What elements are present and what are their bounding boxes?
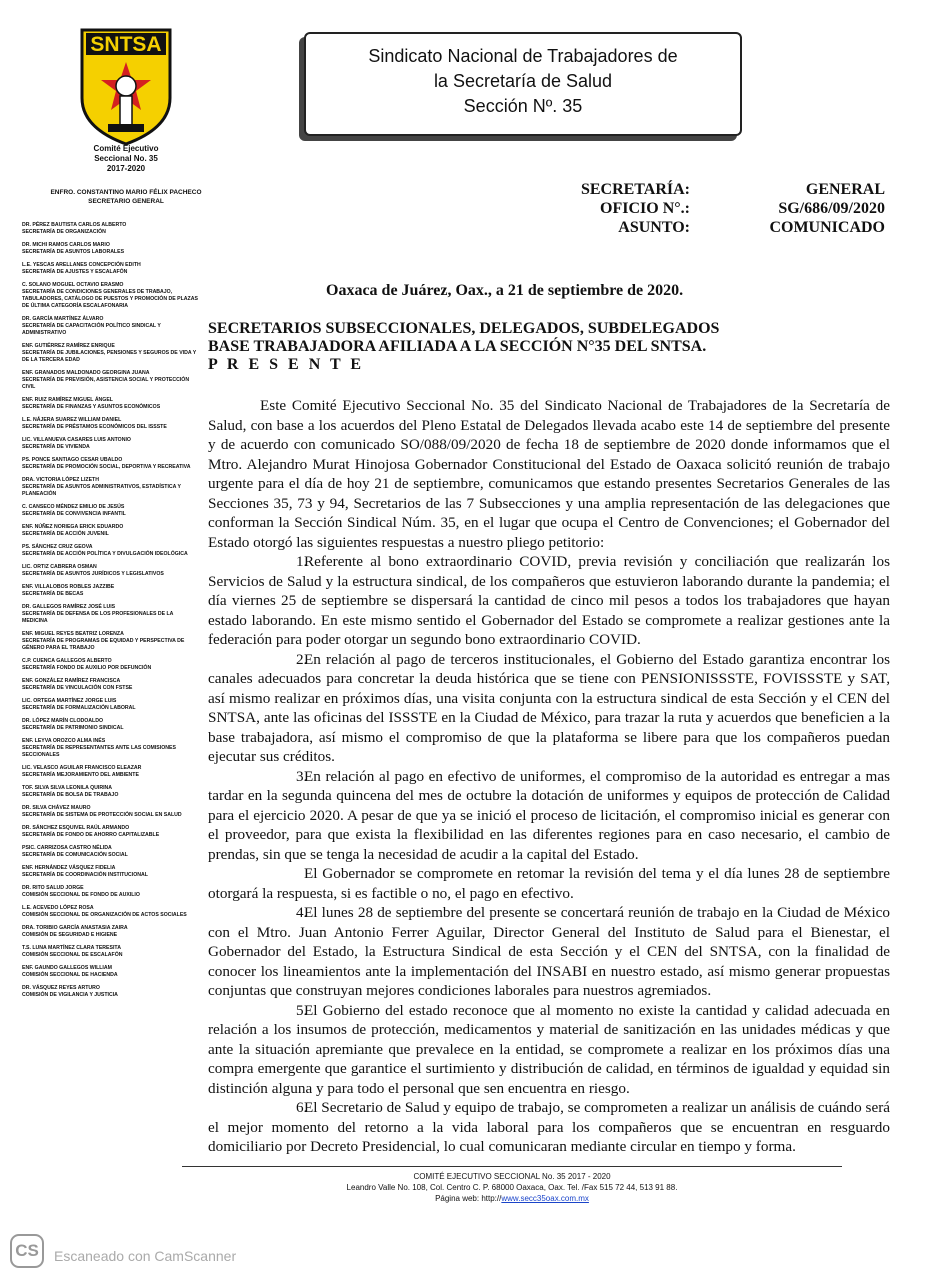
committee-member	[22, 343, 200, 364]
committee-member-role: SECRETARÍA DE REPRESENTANTES ANTE LAS COMISIONES SECCIONALES	[22, 745, 176, 758]
logo-caption-1: Comité Ejecutivo	[93, 144, 159, 153]
committee-member-role: SECRETARÍA DE ASUNTOS LABORALES	[22, 249, 125, 255]
logo-caption-3: 2017-2020	[106, 164, 146, 173]
committee-member	[22, 985, 200, 999]
committee-member-role: SECRETARÍA DE COMUNICACIÓN SOCIAL	[22, 852, 128, 858]
committee-member	[22, 242, 200, 256]
committee-member	[22, 222, 200, 236]
committee-member-role: SECRETARÍA DE JUBILACIONES, PENSIONES Y SEGUROS DE VIDA Y DE LA TERCERA EDAD	[22, 350, 197, 363]
committee-member-role: SECRETARÍA DE ACCIÓN POLÍTICA Y DIVULGACIÓN IDEOLÓGICA	[22, 551, 188, 557]
committee-member-name: TOF. SILVA SILVA LEONILA QUIRINA	[22, 785, 113, 791]
petition-item	[208, 864, 890, 903]
committee-member-name: DR. MICHI RAMOS CARLOS MARIO	[22, 242, 110, 248]
committee-member	[22, 631, 200, 652]
committee-member-name: L.E. YESCAS ARELLANES CONCEPCIÓN EDITH	[22, 262, 141, 268]
footer	[182, 1171, 842, 1204]
committee-member	[22, 865, 200, 879]
petition-item-text: El Gobernador se compromete en retomar la revisión del tema y el día lunes 28 de septiembre otorgará la respuesta, si es factible o no, el pago en efectivo.	[208, 865, 890, 902]
committee-member-name: ENF. GAUNDO GALLEGOS WILLIAM	[22, 965, 112, 971]
committee-member-role: SECRETARÍA FONDO DE AUXILIO POR DEFUNCIÓN	[22, 665, 152, 671]
committee-member-role: SECRETARÍA DE PATRIMONIO SINDICAL	[22, 725, 124, 731]
committee-member-name: PS. PONCE SANTIAGO CESAR UBALDO	[22, 457, 123, 463]
footer-web-prefix: Página web: http://	[435, 1194, 502, 1203]
committee-member-role: COMISIÓN SECCIONAL DE FONDO DE AUXILIO	[22, 892, 140, 898]
committee-member-name: C. SOLANO MOGUEL OCTAVIO ERASMO	[22, 282, 124, 288]
committee-member-role: SECRETARÍA MEJORAMIENTO DEL AMBIENTE	[22, 772, 139, 778]
committee-member-name: L.E. NÁJERA SUAREZ WILLIAM DANIEL	[22, 417, 122, 423]
document-meta	[520, 180, 885, 237]
committee-member-name: T.S. LUNA MARTÍNEZ CLARA TERESITA	[22, 945, 121, 951]
general-secretary-name: ENFRO. CONSTANTINO MARIO FÉLIX PACHECO	[50, 189, 202, 196]
camscanner-watermark-text: Escaneado con CamScanner	[54, 1248, 237, 1264]
committee-member	[22, 564, 200, 578]
committee-member-role: COMISIÓN DE VIGILANCIA Y JUSTICIA	[22, 992, 118, 998]
committee-member	[22, 504, 200, 518]
committee-member	[22, 524, 200, 538]
committee-member-role: SECRETARÍA DE SISTEMA DE PROTECCIÓN SOCIAL EN SALUD	[22, 812, 182, 818]
committee-member-role: SECRETARÍA DE ASUNTOS ADMINISTRATIVOS, ESTADÍSTICA Y PLANEACIÓN	[22, 484, 181, 497]
committee-member-role: COMISIÓN SECCIONAL DE ESCALAFÓN	[22, 952, 123, 958]
petition-item-number: 1.	[296, 553, 308, 570]
petition-item	[208, 1001, 890, 1099]
committee-member	[22, 698, 200, 712]
committee-member-role: SECRETARÍA DE CAPACITACIÓN POLÍTICO SINDICAL Y ADMINISTRATIVO	[22, 323, 161, 336]
committee-member	[22, 477, 200, 498]
committee-member-name: ENF. LEYVA OROZCO ALMA INÉS	[22, 738, 106, 744]
letterhead-box	[304, 32, 742, 136]
committee-member-name: DR. VÁSQUEZ REYES ARTURO	[22, 985, 100, 991]
document-date: Oaxaca de Juárez, Oax., a 21 de septiembre de 2020.	[326, 282, 684, 299]
committee-member-role: SECRETARÍA DE FORMALIZACIÓN LABORAL	[22, 705, 136, 711]
letter-body	[208, 396, 890, 1157]
camscanner-logo-icon: CS	[10, 1234, 44, 1268]
sntsa-emblem-icon	[78, 28, 174, 146]
committee-member	[22, 805, 200, 819]
committee-member-role: SECRETARÍA DE FINANZAS Y ASUNTOS ECONÓMICOS	[22, 404, 161, 410]
addressee-line-3: P R E S E N T E	[208, 356, 365, 373]
addressee	[208, 320, 808, 374]
committee-member	[22, 658, 200, 672]
committee-member-name: DRA. TORIBIO GARCÍA ANASTASIA ZAIRA	[22, 925, 128, 931]
committee-member	[22, 544, 200, 558]
committee-member-role: SECRETARÍA DE AJUSTES Y ESCALAFÓN	[22, 269, 128, 275]
petition-item-number: 3.	[296, 767, 308, 785]
committee-member	[22, 785, 200, 799]
general-secretary	[20, 188, 232, 206]
asunto-label: ASUNTO:	[618, 219, 690, 236]
committee-member	[22, 316, 200, 337]
committee-member-role: SECRETARÍA DE PREVISIÓN, ASISTENCIA SOCIAL Y PROTECCIÓN CIVIL	[22, 377, 190, 390]
committee-member-name: LIC. VELASCO AGUILAR FRANCISCO ELEAZAR	[22, 765, 142, 771]
petition-item-number: 4.	[296, 904, 308, 921]
letterhead-line-3: Sección Nº. 35	[463, 96, 583, 116]
footer-line-2: Leandro Valle No. 108, Col. Centro C. P. 68000 Oaxaca, Oax. Tel. /Fax 515 72 44, 513 91 88.	[346, 1183, 678, 1192]
petition-item	[208, 552, 890, 650]
committee-member-name: DR. RITO SALUD JORGE	[22, 885, 84, 891]
petition-item	[208, 1098, 890, 1157]
petition-item-text: En relación al pago de terceros institucionales, el Gobierno del Estado garantiza encontrar los canales adecuados para concretar la deuda histórica que se tiene con PENSIONISSSTE, FOVISSSTE y SAT, así mismo realizar en próximos días, una visita conjunta con la estructura sindical de esta Sección y el CEN del SNTSA, ante las oficinas del ISSSTE en la Ciudad de México, para trazar la ruta y acuerdos que beneficien a la base trabajadora, así mismo el compromiso de que la plataforma se libere para que los compañeros puedan ejecutar sus créditos.	[208, 650, 890, 765]
committee-member	[22, 718, 200, 732]
footer-divider	[182, 1166, 842, 1167]
committee-member-name: ENF. GRANADOS MALDONADO GEORGINA JUANA	[22, 370, 150, 376]
committee-member-role: SECRETARÍA DE CONVIVENCIA INFANTIL	[22, 511, 126, 517]
committee-member-name: ENF. VILLALOBOS ROBLES JAZZIBE	[22, 584, 115, 590]
committee-member-name: DRA. VICTORIA LÓPEZ LIZETH	[22, 477, 99, 483]
body-intro: Este Comité Ejecutivo Seccional No. 35 del Sindicato Nacional de Trabajadores de la Secretaría de Salud, con base a los acuerdos del Pleno Estatal de Delegados llevada acabo este 14 de septiembre del presente y de acuerdo con comunicado SO/088/09/2020 de fecha 18 de septiembre de 2020 donde informamos que el Mtro. Alejandro Murat Hinojosa Gobernador Constitucional del Estado de Oaxaca solicitó reunión de trabajo urgente para el día de hoy 21 de septiembre, comunicamos que estando presentes Secretarios Generales de las Secciones 35, 73 y 94, Secretarios de las 7 Subsecciones y una amplia representación de las delegaciones que conforman la Sección Sindical Núm. 35, en el lugar que ocupa el Centro de Convenciones; el Gobernador del Estado otorgó las siguientes respuestas a nuestro pliego petitorio:	[208, 397, 890, 551]
oficio-value: SG/686/09/2020	[778, 200, 885, 217]
footer-line-1: COMITÉ EJECUTIVO SECCIONAL No. 35 2017 - 2020	[413, 1172, 611, 1181]
committee-member	[22, 282, 200, 310]
committee-member-name: ENF. MIGUEL REYES BEATRIZ LORENZA	[22, 631, 124, 637]
committee-member	[22, 457, 200, 471]
committee-member-name: PS. SÁNCHEZ CRUZ GEOVA	[22, 544, 93, 550]
committee-member-name: DR. GARCÍA MARTÍNEZ ÁLVARO	[22, 316, 104, 322]
committee-member	[22, 765, 200, 779]
committee-member	[22, 370, 200, 391]
committee-member	[22, 738, 200, 759]
committee-member-role: SECRETARÍA DE CONDICIONES GENERALES DE TRABAJO, TABULADORES, CATÁLOGO DE PUESTOS Y PROMOCIÓN DE PLAZAS DE ÚLTIMA CATEGORÍA ESCALAFONARIA	[22, 289, 198, 309]
sntsa-logo	[78, 28, 174, 146]
footer-website-link[interactable]: www.secc35oax.com.mx	[501, 1194, 589, 1203]
secretaria-label: SECRETARÍA:	[580, 181, 690, 198]
petition-item-text: Referente al bono extraordinario COVID, previa revisión y conciliación que realizarán los Servicios de Salud y la estructura sindical, de los compañeros que estuvieron laborando durante la pandemia; el día viernes 25 de septiembre se dispersará la cantidad de cinco mil pesos a todos los trabajadores que hayan estado laborando. En este mismo sentido el Gobernador del Estado se compromete a realizar gestiones ante la federación para poder otorgar un segundo bono extraordinario COVID.	[208, 553, 890, 648]
committee-member-role: SECRETARÍA DE BOLSA DE TRABAJO	[22, 792, 119, 798]
logo-caption-2: Seccional No. 35	[94, 154, 158, 163]
committee-sidebar	[22, 222, 200, 1005]
petition-item-number: 6.	[296, 1099, 308, 1116]
committee-member-name: C.P. CUENCA GALLEGOS ALBERTO	[22, 658, 112, 664]
committee-member-role: SECRETARÍA DE VINCULACIÓN CON FSTSE	[22, 685, 133, 691]
secretaria-value: GENERAL	[805, 181, 885, 198]
committee-member-role: SECRETARÍA DE FONDO DE AHORRO CAPITALIZABLE	[22, 832, 160, 838]
petition-item-text: El lunes 28 de septiembre del presente se concertará reunión de trabajo en la Ciudad de México con el Mtro. Juan Antonio Ferrer Aguilar, Director General del Instituto de Salud para el Bienestar, el Gobernador del Estado, la Estructura Sindical de esta Sección y el CEN del SNTSA, con la finalidad de conocer los lineamientos ante la implementación del INSABI en nuestro estado, así mismo generar propuestas conjuntas que construyan mejores condiciones laborales para nuestros agremiados.	[208, 904, 890, 999]
petition-item-text: En relación al pago en efectivo de uniformes, el compromiso de la autoridad es entregar a mas tardar en la segunda quincena del mes de octubre la dotación de uniformes y equipos de protección de Calidad para el ejercicio 2020. A pesar de que ya se inició el proceso de licitación, el compromiso inicial es generar con el proveedor, para que exista la flexibilidad en las diferentes regiones para en caso necesario, el cambio de prendas, sin que se tenga la necesidad de acudir a la capital del Estado.	[208, 767, 890, 863]
committee-member-role: SECRETARÍA DE DEFENSA DE LOS PROFESIONALES DE LA MEDICINA	[22, 611, 174, 624]
committee-member	[22, 885, 200, 899]
committee-member-role: SECRETARÍA DE ASUNTOS JURÍDICOS Y LEGISLATIVOS	[22, 571, 164, 577]
petition-item	[208, 650, 890, 767]
committee-member-name: DR. SÁNCHEZ ESQUIVEL RAÚL ARMANDO	[22, 825, 130, 831]
committee-member	[22, 584, 200, 598]
committee-member	[22, 437, 200, 451]
committee-member-role: COMISIÓN SECCIONAL DE ORGANIZACIÓN DE ACTOS SOCIALES	[22, 912, 187, 918]
petition-item	[208, 903, 890, 1001]
committee-member	[22, 825, 200, 839]
committee-member	[22, 905, 200, 919]
committee-member-name: L.E. ACEVEDO LÓPEZ ROSA	[22, 905, 94, 911]
committee-member	[22, 262, 200, 276]
committee-member	[22, 397, 200, 411]
petition-item-text: El Gobierno del estado reconoce que al momento no existe la cantidad y calidad adecuada en relación a los insumos de protección, medicamentos y material de sanitización en las unidades médicas y que ante la situación apremiante que prevalece en la entidad, se compromete a realizar en los próximos días una compra emergente que garantice el surtimiento y distribución de calidad, en términos de igualdad y equidad sin distinción alguna y para todo el personal que sen encuentra en riesgo.	[208, 1001, 890, 1097]
committee-member	[22, 417, 200, 431]
committee-member-role: SECRETARÍA DE PRÉSTAMOS ECONÓMICOS DEL ISSSTE	[22, 424, 167, 430]
committee-member-name: LIC. ORTIZ CABRERA OSMAN	[22, 564, 97, 570]
letterhead-line-1: Sindicato Nacional de Trabajadores de	[368, 46, 678, 66]
committee-member	[22, 604, 200, 625]
committee-member-role: SECRETARÍA DE ORGANIZACIÓN	[22, 229, 106, 235]
committee-member	[22, 678, 200, 692]
committee-member	[22, 845, 200, 859]
addressee-line-2: BASE TRABAJADORA AFILIADA A LA SECCIÓN N°35 DEL SNTSA.	[208, 338, 707, 355]
committee-member-name: PSIC. CARRIZOSA CASTRO NÉLIDA	[22, 845, 112, 851]
asunto-value: COMUNICADO	[769, 219, 885, 236]
committee-member-name: ENF. RUIZ RAMÍREZ MIGUEL ÁNGEL	[22, 397, 113, 403]
committee-member-role: COMISIÓN DE SEGURIDAD E HIGIENE	[22, 932, 118, 938]
committee-member-name: C. CANSECO MÉNDEZ EMILIO DE JESÚS	[22, 504, 125, 510]
addressee-line-1: SECRETARIOS SUBSECCIONALES, DELEGADOS, SUBDELEGADOS	[208, 320, 720, 337]
oficio-label: OFICIO N°.:	[600, 200, 690, 217]
letterhead-line-2: la Secretaría de Salud	[433, 71, 613, 91]
petition-item-number: 5.	[296, 1001, 308, 1019]
committee-member-name: DR. SILVA CHÁVEZ MAURO	[22, 805, 91, 811]
petition-item-number: 2.	[296, 650, 308, 668]
footer-line-3	[182, 1193, 842, 1204]
committee-member-role: SECRETARÍA DE PROGRAMAS DE EQUIDAD Y PERSPECTIVA DE GÉNERO PARA EL TRABAJO	[22, 638, 185, 651]
petition-item-text: El Secretario de Salud y equipo de trabajo, se comprometen a realizar un análisis de cuándo será el mejor momento del retorno a la vida laboral para los compañeros que se encuentran en resguardo domiciliario por Decreto Presidencial, lo cual comunicaran mediante circular en tiempo y forma.	[208, 1099, 890, 1155]
general-secretary-role: SECRETARIO GENERAL	[88, 198, 164, 205]
committee-member-name: DR. LÓPEZ MARÍN CLODOALDO	[22, 718, 103, 724]
committee-member-name: ENF. NÚÑEZ NORIEGA ERICK EDUARDO	[22, 524, 124, 530]
committee-member-role: SECRETARÍA DE BECAS	[22, 591, 84, 597]
committee-member-role: SECRETARÍA DE COORDINACIÓN INSTITUCIONAL	[22, 872, 148, 878]
committee-member-role: SECRETARÍA DE ACCIÓN JUVENIL	[22, 531, 109, 537]
committee-member-name: DR. PÉREZ BAUTISTA CARLOS ALBERTO	[22, 222, 127, 228]
committee-member	[22, 925, 200, 939]
petition-item	[208, 767, 890, 865]
committee-member-name: LIC. VILLANUEVA CASARES LUIS ANTONIO	[22, 437, 131, 443]
committee-member-name: ENF. GONZÁLEZ RAMÍREZ FRANCISCA	[22, 678, 121, 684]
committee-member-role: COMISIÓN SECCIONAL DE HACIENDA	[22, 972, 118, 978]
committee-member-name: ENF. HERNÁNDEZ VÁSQUEZ FIDELIA	[22, 865, 116, 871]
svg-text:SNTSA: SNTSA	[90, 33, 162, 56]
committee-member-role: SECRETARÍA DE PROMOCIÓN SOCIAL, DEPORTIVA Y RECREATIVA	[22, 464, 191, 470]
committee-member	[22, 965, 200, 979]
committee-member-name: LIC. ORTEGA MARTÍNEZ JORGE LUIS	[22, 698, 117, 704]
committee-member-role: SECRETARÍA DE VIVIENDA	[22, 444, 90, 450]
committee-member-name: DR. GALLEGOS RAMÍREZ JOSÉ LUIS	[22, 604, 116, 610]
committee-member	[22, 945, 200, 959]
committee-member-name: ENF. GUTIÉRREZ RAMÍREZ ENRIQUE	[22, 343, 115, 349]
